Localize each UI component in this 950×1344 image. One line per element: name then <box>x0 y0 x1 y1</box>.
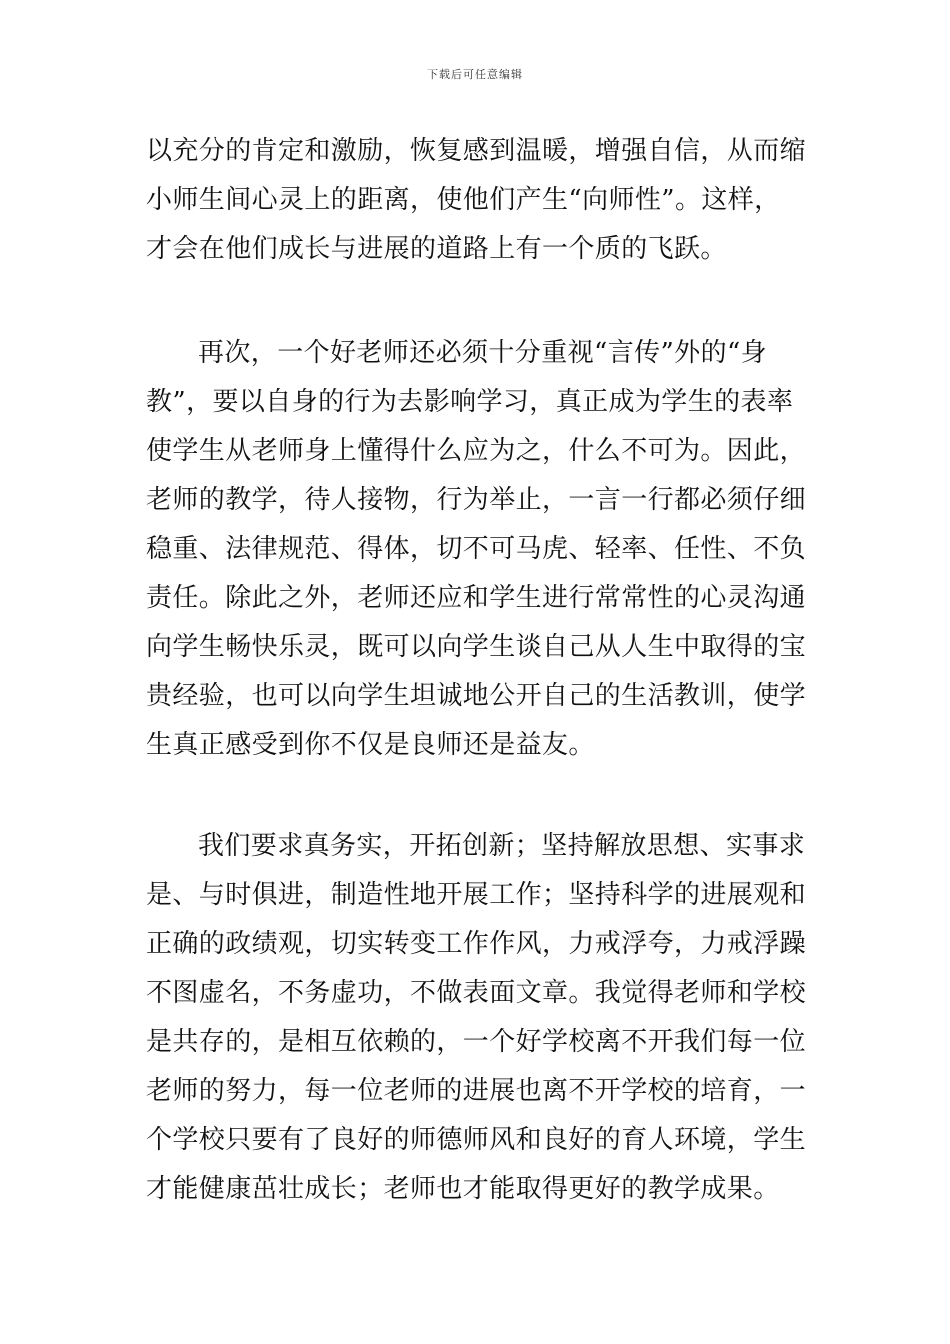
paragraph-line: 才能健康茁壮成长；老师也才能取得更好的教学成果。 <box>146 1174 780 1204</box>
paragraph-line: 我们要求真务实，开拓创新；坚持解放思想、实事求 <box>198 831 806 861</box>
paragraph-line: 小师生间心灵上的距离，使他们产生“向师性”。这样， <box>146 185 781 215</box>
paragraph-1 <box>146 127 826 274</box>
paragraph-line: 是、与时俱进，制造性地开展工作；坚持科学的进展观和 <box>146 880 807 910</box>
paragraph-line: 老师的教学，待人接物，行为举止，一言一行都必须仔细 <box>146 485 807 515</box>
paragraph-3 <box>146 822 826 1214</box>
paragraph-2 <box>146 329 826 770</box>
page-header-note: 下载后可任意编辑 <box>427 68 523 81</box>
paragraph-line: 以充分的肯定和激励，恢复感到温暖，增强自信，从而缩 <box>146 136 807 166</box>
paragraph-line: 向学生畅快乐灵，既可以向学生谈自己从人生中取得的宝 <box>146 632 807 662</box>
paragraph-line: 个学校只要有了良好的师德师风和良好的育人环境，学生 <box>146 1125 807 1155</box>
paragraph-line: 生真正感受到你不仅是良师还是益友。 <box>146 730 595 760</box>
paragraph-line: 老师的努力，每一位老师的进展也离不开学校的培育，一 <box>146 1076 807 1106</box>
paragraph-line: 贵经验，也可以向学生坦诚地公开自己的生活教训，使学 <box>146 681 807 711</box>
paragraph-line: 责任。除此之外，老师还应和学生进行常常性的心灵沟通 <box>146 583 807 613</box>
paragraph-line: 再次，一个好老师还必须十分重视“言传”外的“身 <box>198 338 768 368</box>
paragraph-line: 教”，要以自身的行为去影响学习，真正成为学生的表率 <box>146 387 794 417</box>
paragraph-line: 正确的政绩观，切实转变工作作风，力戒浮夸，力戒浮躁 <box>146 929 807 959</box>
paragraph-line: 稳重、法律规范、得体，切不可马虎、轻率、任性、不负 <box>146 534 807 564</box>
paragraph-line: 是共存的，是相互依赖的，一个好学校离不开我们每一位 <box>146 1027 807 1057</box>
paragraph-line: 才会在他们成长与进展的道路上有一个质的飞跃。 <box>146 234 727 264</box>
paragraph-line: 使学生从老师身上懂得什么应为之，什么不可为。因此， <box>146 436 807 466</box>
paragraph-line: 不图虚名，不务虚功，不做表面文章。我觉得老师和学校 <box>146 978 807 1008</box>
